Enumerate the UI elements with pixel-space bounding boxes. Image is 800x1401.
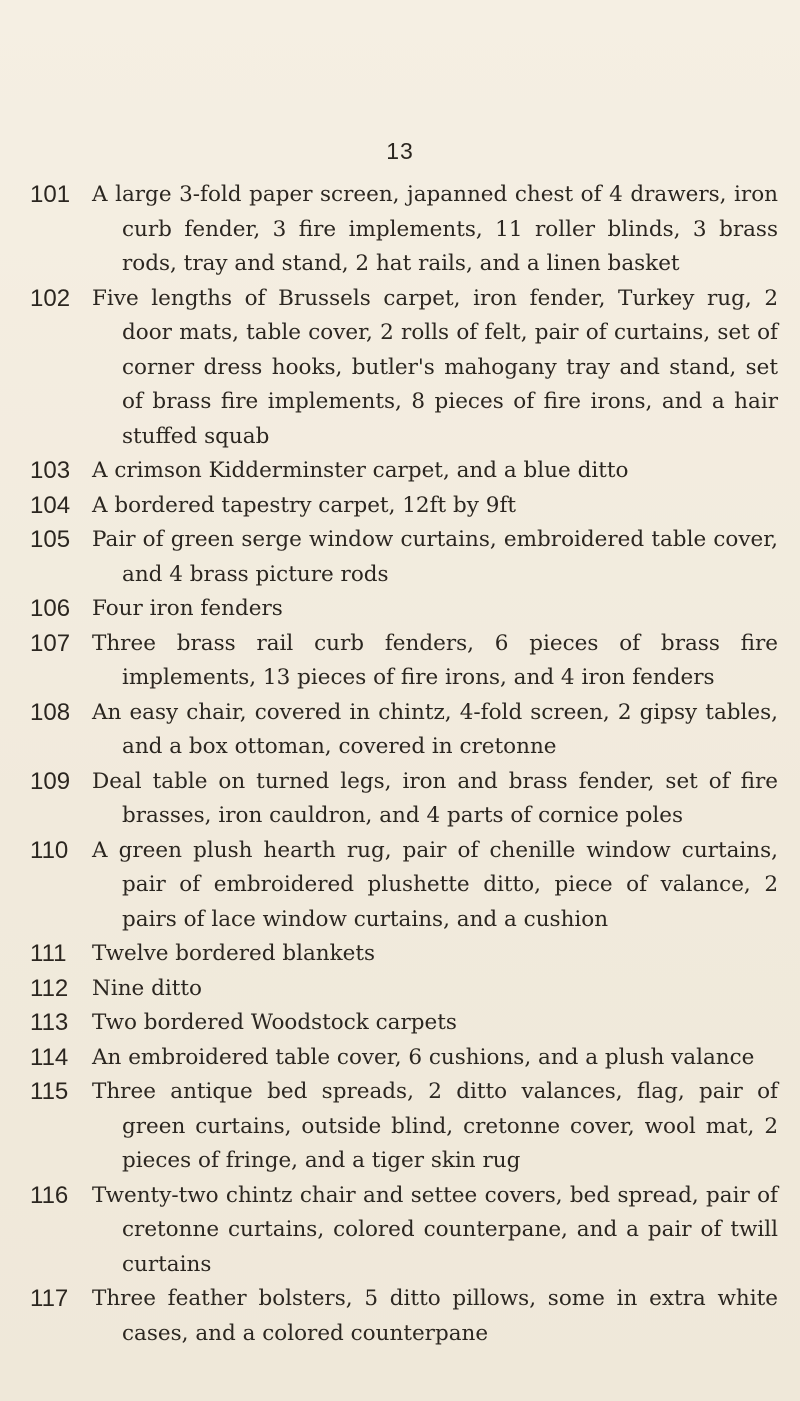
lot-description: Twelve bordered blankets	[92, 941, 376, 966]
lot-entry	[0, 765, 800, 834]
lot-description: Five lengths of Brussels carpet, iron fender, Turkey rug, 2 door mats, table cover, 2 rolls of felt, pair of curtains, set of corner dress hooks, butler's mahogany tray and stand, set of brass fire implements, 8 pieces of fire irons, and a hair stuffed squab	[92, 285, 778, 449]
lot-entry	[0, 627, 800, 696]
lot-number: 104	[30, 491, 71, 519]
lot-entry	[0, 696, 800, 765]
lot-entry	[0, 1041, 800, 1076]
lot-description: Three antique bed spreads, 2 ditto valances, flag, pair of green curtains, outside blind, cretonne cover, wool mat, 2 pieces of fringe, and a tiger skin rug	[92, 1079, 778, 1173]
lot-description: A bordered tapestry carpet, 12ft by 9ft	[92, 492, 517, 518]
lot-number: 109	[30, 767, 71, 795]
lot-number: 115	[30, 1078, 69, 1105]
lot-entry	[0, 178, 800, 282]
lot-description: Three brass rail curb fenders, 6 pieces of brass fire implements, 13 pieces of fire irons, and 4 iron fenders	[92, 630, 778, 690]
lot-description: A green plush hearth rug, pair of chenille window curtains, pair of embroidered plushette ditto, piece of valance, 2 pairs of lace window curtains, and a cushion	[92, 837, 778, 932]
lot-number: 117	[30, 1285, 69, 1312]
lot-entry	[0, 489, 800, 524]
lot-description: Pair of green serge window curtains, embroidered table cover, and 4 brass picture rods	[92, 527, 778, 587]
lot-number: 110	[30, 836, 69, 864]
lot-number: 107	[30, 629, 71, 657]
lot-number: 111	[30, 940, 67, 967]
lot-entry	[0, 1179, 800, 1283]
lot-entry	[0, 592, 800, 627]
lot-entry	[0, 1006, 800, 1041]
lot-entry	[0, 523, 800, 592]
lot-description: An easy chair, covered in chintz, 4-fold screen, 2 gipsy tables, and a box ottoman, covered in cretonne	[92, 699, 778, 759]
lot-number: 106	[30, 595, 71, 622]
lot-list	[0, 178, 800, 1351]
page-number: 13	[386, 138, 414, 164]
lot-entry	[0, 972, 800, 1007]
lot-number: 105	[30, 526, 71, 553]
lot-description: Two bordered Woodstock carpets	[92, 1010, 457, 1035]
lot-number: 114	[30, 1043, 69, 1071]
lot-description: An embroidered table cover, 6 cushions, and a plush valance	[92, 1044, 755, 1070]
lot-description: Three feather bolsters, 5 ditto pillows, some in extra white cases, and a colored counterpane	[92, 1286, 778, 1346]
lot-entry	[0, 1075, 800, 1179]
lot-entry	[0, 937, 800, 972]
lot-entry	[0, 282, 800, 455]
lot-description: Four iron fenders	[92, 596, 283, 621]
lot-number: 101	[30, 181, 71, 208]
lot-number: 113	[30, 1009, 69, 1036]
lot-number: 108	[30, 698, 71, 726]
lot-description: Deal table on turned legs, iron and brass fender, set of fire brasses, iron cauldron, and 4 parts of cornice poles	[92, 768, 778, 828]
lot-entry	[0, 1282, 800, 1351]
lot-entry	[0, 454, 800, 489]
lot-number: 102	[30, 284, 71, 312]
lot-number: 116	[30, 1181, 69, 1209]
lot-description: A large 3-fold paper screen, japanned chest of 4 drawers, iron curb fender, 3 fire implements, 11 roller blinds, 3 brass rods, tray and stand, 2 hat rails, and a linen basket	[92, 182, 778, 276]
lot-entry	[0, 834, 800, 938]
lot-number: 112	[30, 974, 69, 1002]
lot-description: A crimson Kidderminster carpet, and a blue ditto	[92, 458, 629, 483]
lot-number: 103	[30, 457, 71, 484]
lot-description: Nine ditto	[92, 975, 202, 1001]
lot-description: Twenty-two chintz chair and settee covers, bed spread, pair of cretonne curtains, colored counterpane, and a pair of twill curtains	[92, 1182, 778, 1277]
